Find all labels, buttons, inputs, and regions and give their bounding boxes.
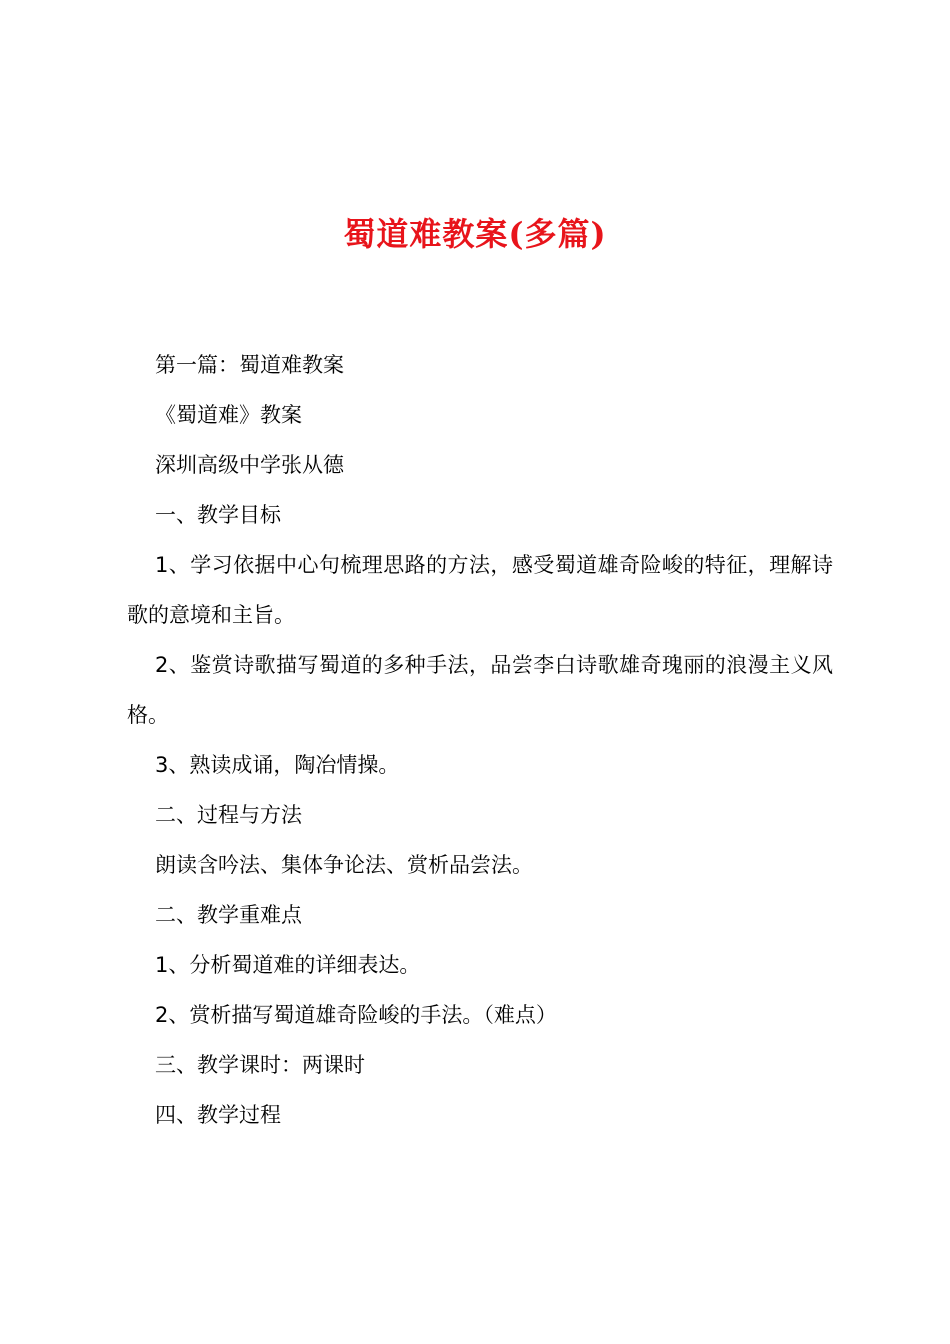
author-line: 深圳高级中学张从德 [155, 453, 344, 477]
goal-item-3: 3、熟读成诵，陶冶情操。 [155, 753, 400, 777]
heading-class-hours: 三、教学课时：两课时 [155, 1053, 365, 1077]
heading-key-points: 二、教学重难点 [155, 903, 302, 927]
heading-process-methods: 二、过程与方法 [155, 803, 302, 827]
heading-teaching-process: 四、教学过程 [155, 1103, 281, 1127]
goal-item-1: 1、学习依据中心句梳理思路的方法，感受蜀道雄奇险峻的特征，理解诗歌的意境和主旨。 [127, 553, 833, 627]
key-point-2: 2、赏析描写蜀道雄奇险峻的手法。（难点） [155, 1003, 557, 1027]
section-heading-first-chapter: 第一篇：蜀道难教案 [155, 353, 344, 377]
key-point-1: 1、分析蜀道难的详细表达。 [155, 953, 421, 977]
lesson-plan-title: 《蜀道难》教案 [155, 403, 302, 427]
methods-text: 朗读含吟法、集体争论法、赏析品尝法。 [155, 853, 533, 877]
goal-item-2: 2、鉴赏诗歌描写蜀道的多种手法，品尝李白诗歌雄奇瑰丽的浪漫主义风格。 [127, 653, 833, 727]
heading-teaching-goals: 一、教学目标 [155, 503, 281, 527]
document-title: 蜀道难教案(多篇) [343, 215, 607, 253]
document-body [127, 340, 833, 1140]
